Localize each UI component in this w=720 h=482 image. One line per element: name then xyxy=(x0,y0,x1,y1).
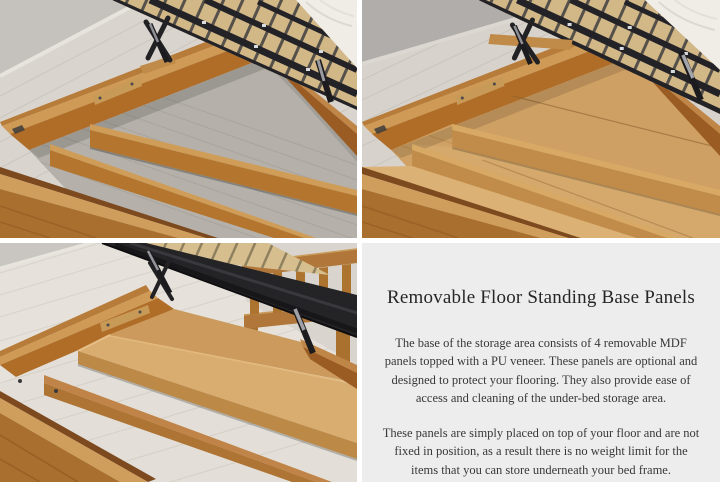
bed-empty-base-illustration xyxy=(0,0,357,238)
description-panel xyxy=(362,243,720,482)
photo-open-base-empty xyxy=(0,0,357,238)
bed-panels-partial-illustration xyxy=(0,243,357,482)
photo-base-panels-installed xyxy=(362,0,720,238)
photo-base-panels-partially-placed xyxy=(0,243,357,482)
panel-title: Removable Floor Standing Base Panels xyxy=(387,287,695,308)
panel-paragraph-1: The base of the storage area consists of 4 removable MDF panels topped with a PU veneer. These panels are optional and designed to protect your flooring. They also provide ease of access and cleaning of the under-bed storage area. xyxy=(384,336,698,405)
bed-panels-installed-illustration xyxy=(362,0,720,238)
panel-paragraph-2: These panels are simply placed on top of your floor and are not fixed in position, as a result there is no weight limit for the items that you can store underneath your bed frame. xyxy=(382,426,700,477)
